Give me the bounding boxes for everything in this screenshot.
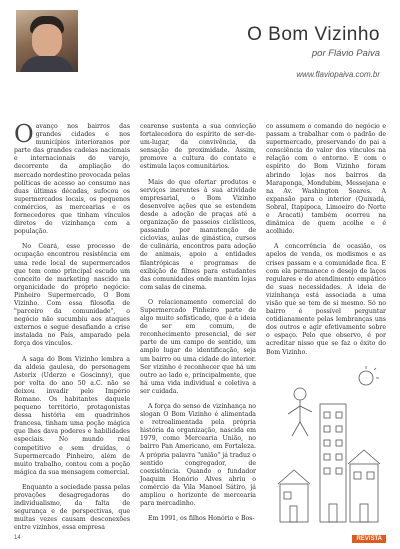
author-website[interactable]: www.flaviopaiva.com.br — [296, 70, 380, 79]
article-column-3 — [266, 123, 386, 364]
article-column-2 — [140, 123, 256, 530]
article-paragraph — [14, 120, 131, 236]
magazine-logo: REVISTA — [352, 535, 386, 543]
article-paragraph: A força do senso de vizinhança no slogan O Bom Vizinho é alimentada e retroalimentada pela própria história da organização, nascida em 1979, como Mercearia União, no bairro Pan Americano, em Fortaleza. A própria palavra "união" já traduz o sentido congregador, de coexistência. Quando o fundador Joaquim Honório Alves abriu o comércio da Vila Manoel Sátiro, já ampliou o horizonte de mercearia para mercadinho. — [140, 403, 256, 508]
article-paragraph: A concorrência de ocasião, os apelos de venda, os modismos e as crises passam e a comunidade fica. E com ela permanece o desejo de laços regulares e do atendimento empático de suas necessidades. A ideia de vizinhança está associada a uma visão que se tem de si mesmo. Só no bairro é possível perguntar cotidianamente pelas lembranças uns dos outros e agir efetivamente sobre o espaço. Pelo que observo, é por acreditar nisso que se faz o êxito do Bom Vizinho. — [266, 243, 386, 356]
article-paragraph: Mais do que ofertar produtos e serviços inerentes à sua atividade empresarial, o Bom Vizinho desenvolve ações que se estendem desde a adoção de praças até a organização de passeios ciclísticos, passando por manutenção de ciclovias, aulas de ginástica, cursos de culinária, encontros para adoção de animais, apoio a entidades filantrópicas e programas de exibição de filmes para estudantes das comunidades onde mantém lojas com salas de cinema. — [140, 178, 256, 291]
child-drawing-illustration — [276, 364, 384, 524]
article-paragraph: Em 1991, os filhos Honório e Bos- — [148, 515, 255, 523]
article-paragraph: A saga do Bom Vizinho lembra a da aldeia gaulesa, do personagem Asterix (Uderzo e Goscinny), que por volta do ano 50 a.C. não se deixou invadir pelo Império Romano. Os habitantes daquele pequeno território, protagonistas dessa história em quadrinhos francesa, tinham uma poção mágica que lhes dava poderes e habilidades especiais. No mundo real competitivo e sem druidas, o Supermercado Pinheiro, além de muito trabalho, contou com a poção mágica da sua mensagem comercial. — [14, 355, 130, 476]
article-paragraph: O relacionamento comercial do Supermercado Pinheiro parte de algo muito sofisticado, que é a ideia de ser em comum, de reconhecimento presencial, de ser parte de um campo de sentido, um amplo lugar de identificação, seja um bairro ou uma cidade do interior. Ser vizinho é reconhecer que há um outro ao lado e, principalmente, que há uma vida individual e coletiva a ser cuidada. — [140, 298, 256, 395]
article-column-1 — [14, 120, 131, 540]
page-title: O Bom Vizinho — [247, 24, 380, 45]
article-paragraph: No Ceará, esse processo de ocupação encontrou resistência em uma rede local de supermercados que tem como principal escudo um conceito de marketing nascido na organicidade do próprio negócio: Pinheiro Supermercado, O Bom Vizinho. Com essa filosofia de "parceiro da comunidade", o negócio não sucumbiu aos ataques externos e segue desafiando a crise instalada no País, amparado pela força dos vínculos. — [14, 243, 130, 348]
article-paragraph: Enquanto a sociedade passa pelas provações desagregadoras do individualismo, da falta de segurança e de perspectivas, que muitas vezes causam desconexões entre vizinhos, essa empresa — [14, 483, 130, 532]
article-paragraph: co assumem o comando do negócio e passam a trabalhar com o padrão de supermercado, preservando do pai a consciência do valor dos vínculos na relação com o entorno. E com o espírito do Bom Vizinho foram abrindo lojas nos bairros da Maraponga, Mondubim, Messejana e na Av. Washington Soares. A expansão para o interior (Quixadá, Sobral, Itapipoca, Limoeiro do Norte e Aracati) também ocorreu na dinâmica de quem acolhe e é acolhido. — [266, 123, 386, 236]
paragraph-text-1: avanço nos bairros das grandes cidades e nos municípios interioranos por parte das grandes cadeias nacionais e internacionais do varejo, decorrente da ampliação do mercado nordestino provocada pelas políticas de acesso ao consumo nas duas últimas décadas, sufocou os supermercados locais, os pequenos comércios, as mercearias e os fornecedores que tinham vínculos diretos de vizinhança com a população. — [14, 123, 131, 236]
article-paragraph: cearense sustenta a sua convicção fortalecedora do espírito de ser-de-um-lugar, da convivência, da sensação de proximidade. Assim, promove a cultura do contato e estimula laços comunitários. — [140, 123, 256, 171]
drop-cap: O — [14, 120, 34, 148]
author-byline: por Flávio Paiva — [311, 48, 380, 59]
page-number: 14 — [14, 535, 21, 541]
author-photo — [16, 10, 78, 72]
